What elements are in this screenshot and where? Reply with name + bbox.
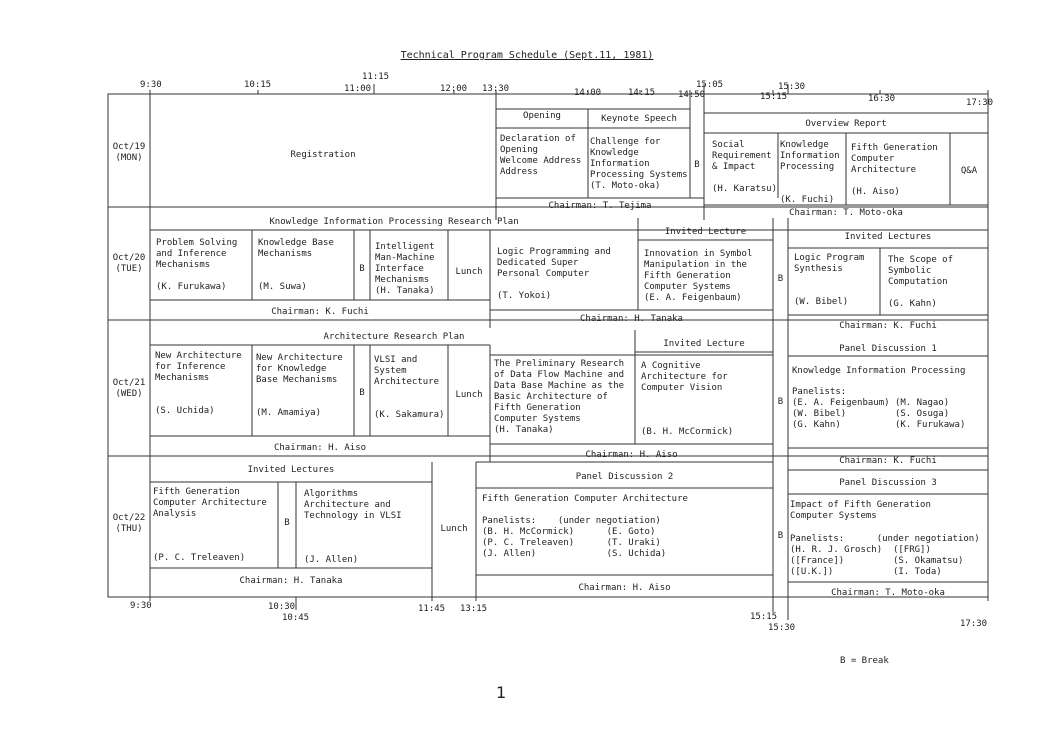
chairman: Chairman: K. Fuchi bbox=[839, 456, 937, 466]
invited-header: Invited Lecture bbox=[663, 339, 745, 349]
session: Logic Programming and Dedicated Super Personal Computer (T. Yokoi) bbox=[497, 247, 611, 301]
session: New Architecture for Inference Mechanisms (S. Uchida) bbox=[155, 351, 242, 416]
chairman: Chairman: H. Aiso bbox=[578, 583, 671, 593]
time-tick: 9:30 bbox=[130, 601, 152, 611]
time-tick: 13:30 bbox=[482, 84, 510, 94]
panel-header: Panel Discussion 3 bbox=[839, 478, 937, 488]
break-marker: B bbox=[777, 531, 784, 541]
panel-topic: Knowledge Information Processing bbox=[792, 366, 966, 376]
day-date: Oct/21 bbox=[112, 378, 146, 388]
session: The Scope of Symbolic Computation (G. Kahn) bbox=[888, 255, 954, 309]
time-tick: 16:30 bbox=[868, 94, 896, 104]
time-tick: 15:30 bbox=[768, 623, 796, 633]
time-tick: 11:00 bbox=[344, 84, 372, 94]
panelists: Panelists: (E. A. Feigenbaum) (M. Nagao) (W. Bibel) (S. Osuga) (G. Kahn) (K. Furukawa) bbox=[792, 387, 966, 430]
time-tick: 17:30 bbox=[966, 98, 994, 108]
session: Fifth Generation Computer Architecture Analysis (P. C. Treleaven) bbox=[153, 487, 267, 563]
session: Algorithms Architecture and Technology in VLSI (J. Allen) bbox=[304, 489, 402, 565]
lunch: Lunch bbox=[455, 390, 483, 400]
day-date: Oct/19 bbox=[112, 142, 146, 152]
panel-header: Panel Discussion 2 bbox=[575, 472, 674, 482]
time-tick: 12:00 bbox=[440, 84, 468, 94]
session-fgc: Fifth Generation Computer Architecture (H. Aiso) bbox=[851, 143, 938, 197]
time-tick: 13:15 bbox=[460, 604, 488, 614]
session: Logic Program Synthesis (W. Bibel) bbox=[794, 253, 865, 307]
session: Intelligent Man-Machine Interface Mechanisms (H. Tanaka) bbox=[375, 242, 435, 296]
break-marker: B bbox=[777, 397, 784, 407]
break-marker: B bbox=[284, 518, 290, 528]
legend: B = Break bbox=[840, 656, 889, 666]
session: Knowledge Base Mechanisms (M. Suwa) bbox=[258, 238, 334, 292]
panelists: Panelists: (under negotiation) (B. H. McCormick) (E. Goto) (P. C. Treleaven) (T. Uraki) (J. Allen) (S. Uchida) bbox=[482, 516, 667, 559]
invited-header: Invited Lecture bbox=[664, 227, 747, 237]
session: Innovation in Symbol Manipulation in the Fifth Generation Computer Systems (E. A. Feigenbaum) bbox=[644, 249, 753, 303]
panel-header: Panel Discussion 1 bbox=[839, 344, 937, 354]
chairman: Chairman: H. Aiso bbox=[585, 450, 678, 460]
invited-header: Invited Lectures bbox=[844, 232, 932, 242]
day-date: Oct/22 bbox=[112, 513, 146, 523]
session-kip: Knowledge Information Processing (K. Fuchi) bbox=[780, 140, 840, 205]
time-tick: 10:30 bbox=[268, 602, 296, 612]
chairman: Chairman: K. Fuchi bbox=[839, 321, 937, 331]
session: A Cognitive Architecture for Computer Vision (B. H. McCormick) bbox=[641, 361, 734, 437]
break-marker: B bbox=[694, 160, 700, 170]
page-number: 1 bbox=[496, 683, 507, 702]
time-tick: 14:50 bbox=[678, 90, 706, 100]
overview-header: Overview Report bbox=[805, 119, 887, 129]
chairman: Chairman: K. Fuchi bbox=[271, 307, 369, 317]
time-tick: 10:45 bbox=[282, 613, 310, 623]
plan-header: Architecture Research Plan bbox=[323, 332, 465, 342]
time-tick: 15:15 bbox=[760, 92, 788, 102]
opening-session: Declaration of Opening Welcome Address Address bbox=[500, 134, 582, 177]
day-weekday: (WED) bbox=[115, 389, 143, 399]
day-weekday: (THU) bbox=[115, 524, 143, 534]
qa-session: Q&A bbox=[960, 166, 978, 176]
keynote-session: Challenge for Knowledge Information Processing Systems (T. Moto-oka) bbox=[590, 137, 688, 191]
invited-header: Invited Lectures bbox=[247, 465, 335, 475]
time-tick: 9:30 bbox=[140, 80, 162, 90]
lunch: Lunch bbox=[440, 524, 468, 534]
time-tick: 11:15 bbox=[362, 72, 390, 82]
time-tick: 14:00 bbox=[574, 88, 602, 98]
keynote-header: Keynote Speech bbox=[601, 114, 677, 124]
session: Problem Solving and Inference Mechanisms (K. Furukawa) bbox=[156, 238, 238, 292]
session: VLSI and System Architecture (K. Sakamura) bbox=[374, 355, 445, 420]
registration: Registration bbox=[290, 150, 356, 160]
time-tick: 15:15 bbox=[750, 612, 778, 622]
chairman: Chairman: H. Aiso bbox=[273, 443, 367, 453]
lunch: Lunch bbox=[455, 267, 483, 277]
break-marker: B bbox=[359, 264, 365, 274]
session-social: Social Requirement & Impact (H. Karatsu) bbox=[712, 140, 778, 194]
chairman: Chairman: H. Tanaka bbox=[239, 576, 343, 586]
page-title: Technical Program Schedule (Sept.11, 1981) bbox=[400, 50, 654, 61]
time-tick: 10:15 bbox=[244, 80, 272, 90]
day-weekday: (MON) bbox=[115, 153, 143, 163]
panel-topic: Impact of Fifth Generation Computer Systems bbox=[790, 500, 931, 521]
session: The Preliminary Research of Data Flow Machine and Data Base Machine as the Basic Architecture of Fifth Generation Computer Systems (H. Tanaka) bbox=[494, 359, 625, 435]
break-marker: B bbox=[777, 274, 784, 284]
day-weekday: (TUE) bbox=[115, 264, 143, 274]
time-tick: 14:15 bbox=[628, 88, 656, 98]
time-tick: 11:45 bbox=[418, 604, 446, 614]
time-tick: 15:05 bbox=[696, 80, 724, 90]
time-tick: 15:30 bbox=[778, 82, 806, 92]
day-date: Oct/20 bbox=[112, 253, 146, 263]
break-marker: B bbox=[359, 388, 365, 398]
chairman: Chairman: T. Moto-oka bbox=[789, 208, 903, 218]
chairman: Chairman: H. Tanaka bbox=[580, 314, 683, 324]
time-tick: 17:30 bbox=[960, 619, 988, 629]
panel-topic: Fifth Generation Computer Architecture bbox=[482, 494, 688, 504]
session: New Architecture for Knowledge Base Mechanisms (M. Amamiya) bbox=[256, 353, 343, 418]
opening-header: Opening bbox=[523, 111, 561, 121]
chairman: Chairman: T. Tejima bbox=[548, 201, 652, 211]
chairman: Chairman: T. Moto-oka bbox=[831, 588, 945, 598]
plan-header: Knowledge Information Processing Research Plan bbox=[269, 217, 519, 227]
panelists: Panelists: (under negotiation) (H. R. J. Grosch) ([FRG]) ([France]) (S. Okamatsu) ([U.K.]) (I. Toda) bbox=[790, 534, 980, 577]
